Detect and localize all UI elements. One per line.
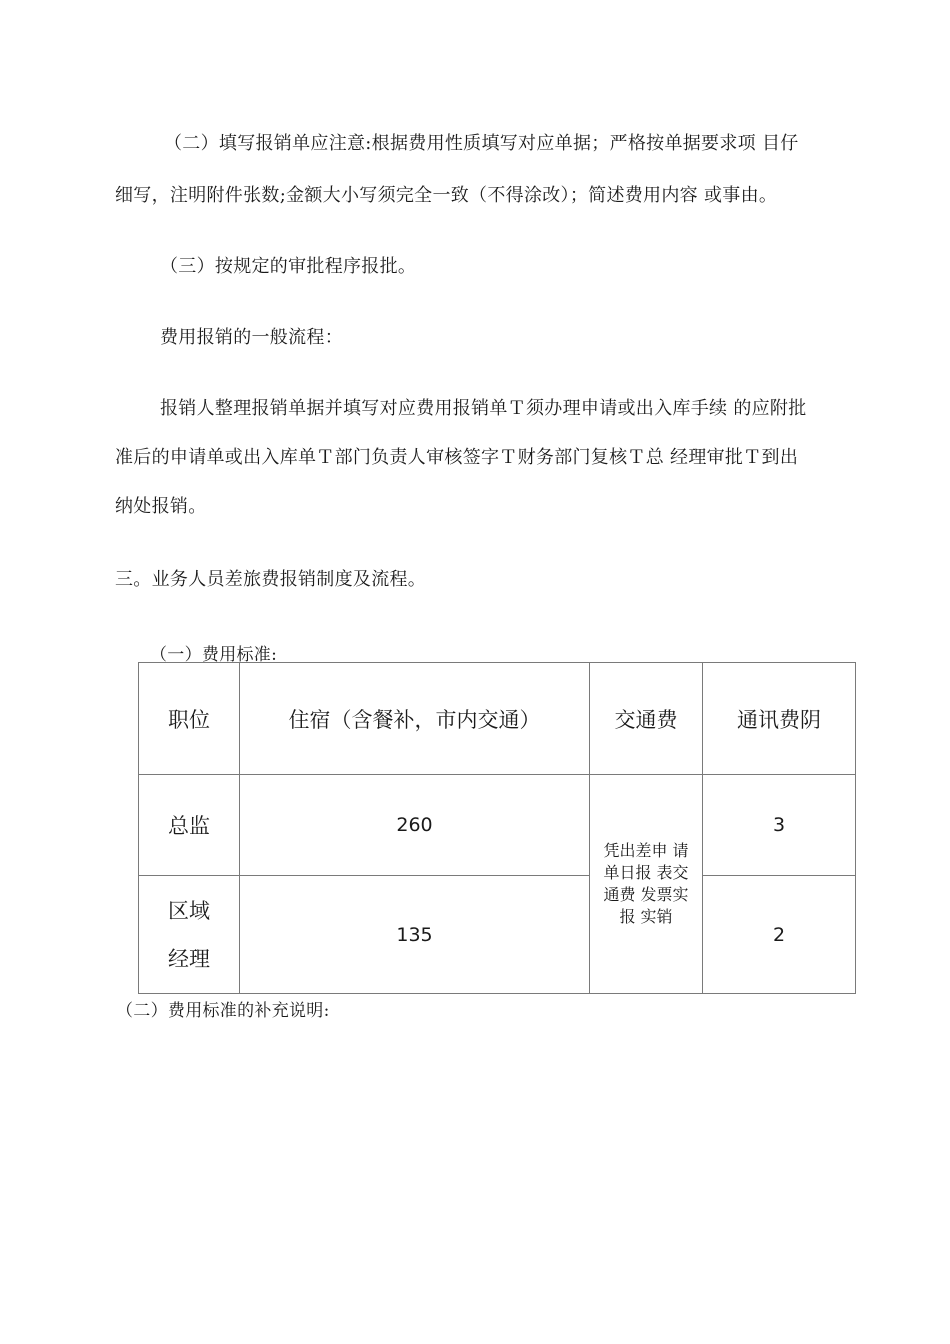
row-position-line: 区域 <box>168 898 210 923</box>
paragraph-2-line-1: （二）填写报销单应注意:根据费用性质填写对应单据；严格按单据要求项 目仔 <box>164 133 799 154</box>
row-lodging: 135 <box>240 876 590 994</box>
paragraph-3: （三）按规定的审批程序报批。 <box>160 256 417 277</box>
transport-note-line: 单日报 表交 <box>603 863 689 882</box>
transport-note-line: 报 实销 <box>619 907 673 926</box>
row-position <box>139 876 240 994</box>
row-communication: 3 <box>703 775 856 876</box>
row-lodging: 260 <box>240 775 590 876</box>
fee-standard-table <box>138 662 856 994</box>
transport-note-line: 凭出差申 请 <box>603 841 689 860</box>
fee-standard-title: （一）费用标准: <box>150 645 278 665</box>
flow-line-1: 报销人整理报销单据并填写对应费用报销单Ｔ须办理申请或出入库手续 的应附批 <box>160 398 807 419</box>
transport-note <box>590 775 703 994</box>
table-row <box>139 876 856 994</box>
row-position-line: 经理 <box>168 946 210 971</box>
flow-line-3: 纳处报销。 <box>115 496 207 517</box>
table-row <box>139 775 856 876</box>
paragraph-2-line-2: 细写，注明附件张数;金额大小写须完全一致（不得涂改）；简述费用内容 或事由。 <box>115 185 778 206</box>
header-communication: 通讯费阴 <box>703 663 856 775</box>
row-position: 总监 <box>139 775 240 876</box>
flow-title: 费用报销的一般流程： <box>160 327 343 348</box>
header-transport: 交通费 <box>590 663 703 775</box>
header-lodging: 住宿（含餐补，市内交通） <box>240 663 590 775</box>
section-3-heading: 三。业务人员差旅费报销制度及流程。 <box>115 569 427 590</box>
transport-note-line: 通费 发票实 <box>603 885 689 904</box>
header-position: 职位 <box>139 663 240 775</box>
row-communication: 2 <box>703 876 856 994</box>
fee-standard-supplement-title: （二）费用标准的补充说明: <box>116 1001 330 1021</box>
flow-line-2: 准后的申请单或出入库单Ｔ部门负责人审核签字Ｔ财务部门复核Ｔ总 经理审批Ｔ到出 <box>115 447 799 468</box>
table-header-row <box>139 663 856 775</box>
